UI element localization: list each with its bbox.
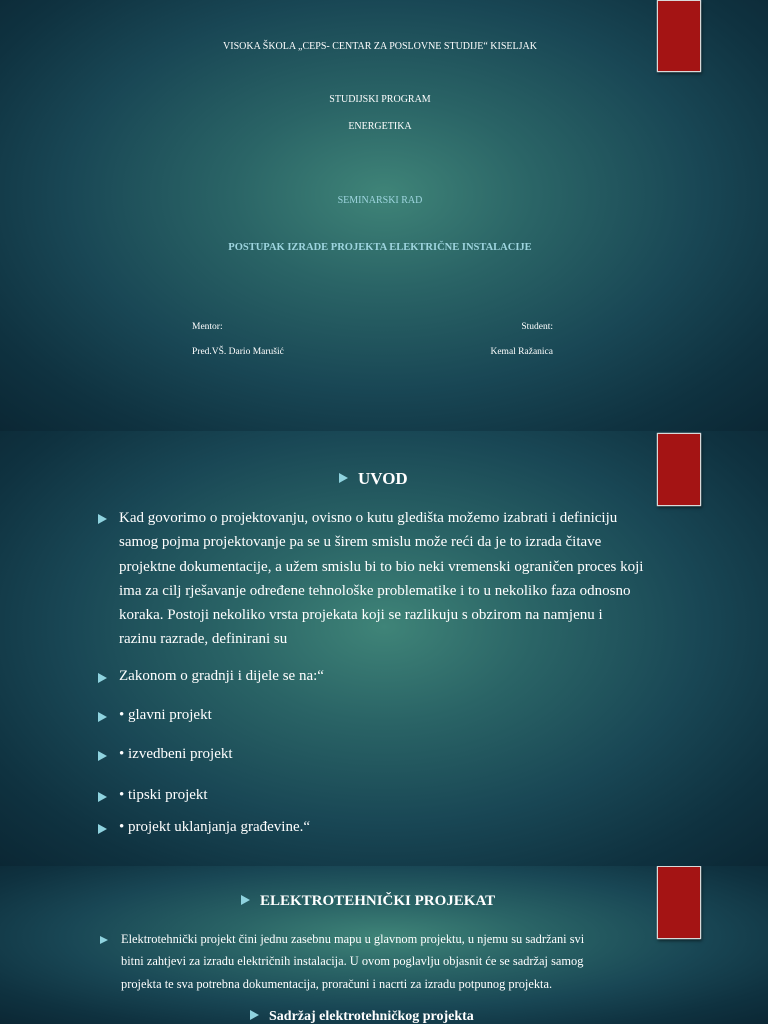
section-paragraph: [121, 928, 652, 995]
document-title: POSTUPAK IZRADE PROJEKTA ELEKTRIČNE INSTALACIJE: [228, 242, 532, 253]
paragraph-line: samog pojma projektovanje pa se u širem smislu može reći da je to izrada čitave: [119, 534, 602, 551]
triangle-bullet-icon: [100, 936, 108, 944]
program-name: ENERGETIKA: [348, 121, 412, 132]
paragraph-line: projektne dokumentacije, a užem smislu bi to bio neki vremenski ograničen proces koji: [119, 558, 644, 575]
section-heading-text: ELEKTROTEHNIČKI PROJEKAT: [260, 893, 496, 909]
electrical-project-slide: [0, 866, 768, 1024]
intro-heading-text: UVOD: [358, 469, 408, 488]
paragraph-line: ima za cilj rješavanje određene tehnološke problematike i to u nekoliko faza odnosno: [119, 582, 631, 599]
work-type: SEMINARSKI RAD: [337, 195, 423, 206]
subsection-heading-text: Sadržaj elektrotehničkog projekta: [269, 1009, 474, 1024]
red-tab-marker: [657, 433, 701, 506]
triangle-bullet-icon: [98, 712, 107, 722]
paragraph-line: koraka. Postoji nekoliko vrsta projekata koji se razlikuju s obzirom na namjenu i: [119, 607, 603, 624]
list-item: Zakonom o gradnji i dijele se na:“: [119, 668, 324, 684]
paragraph-line: razinu razrade, definirani su: [119, 631, 288, 648]
list-item: • izvedbeni projekt: [119, 746, 233, 762]
red-tab-marker: [657, 0, 701, 72]
intro-slide: [0, 431, 768, 866]
program-label: STUDIJSKI PROGRAM: [329, 94, 431, 105]
subsection-heading: [250, 1009, 474, 1024]
paragraph-line: projekta te sva potrebna dokumentacija, proračuni i nacrti za izradu potpunog projekta.: [121, 976, 553, 991]
student-name: Kemal Ražanica: [490, 347, 553, 357]
triangle-bullet-icon: [98, 824, 107, 834]
title-slide: [0, 0, 768, 431]
triangle-bullet-icon: [339, 473, 348, 483]
mentor-label: Mentor:: [192, 322, 223, 332]
triangle-bullet-icon: [241, 895, 250, 905]
institution-name: VISOKA ŠKOLA „CEPS- CENTAR ZA POSLOVNE STUDIJE“ KISELJAK: [223, 41, 537, 52]
paragraph-line: bitni zahtjevi za izradu električnih instalacija. U ovom poglavlju objasnit će se sadržaj samog: [121, 954, 584, 969]
triangle-bullet-icon: [98, 792, 107, 802]
triangle-bullet-icon: [98, 751, 107, 761]
paragraph-line: Elektrotehnički projekt čini jednu zasebnu mapu u glavnom projektu, u njemu su sadržani svi: [121, 932, 585, 946]
list-item: • tipski projekt: [119, 787, 208, 803]
red-tab-marker: [657, 866, 701, 939]
student-label: Student:: [521, 322, 553, 332]
intro-heading: [339, 469, 408, 489]
paragraph-line: Kad govorimo o projektovanju, ovisno o kutu gledišta možemo izabrati i definiciju: [119, 510, 618, 526]
list-item: • projekt uklanjanja građevine.“: [119, 819, 311, 835]
section-heading: [241, 893, 495, 910]
intro-paragraph: [119, 506, 650, 652]
list-item: • glavni projekt: [119, 707, 212, 723]
triangle-bullet-icon: [250, 1010, 259, 1020]
triangle-bullet-icon: [98, 514, 107, 524]
mentor-name: Pred.VŠ. Dario Marušić: [192, 347, 284, 357]
triangle-bullet-icon: [98, 673, 107, 683]
